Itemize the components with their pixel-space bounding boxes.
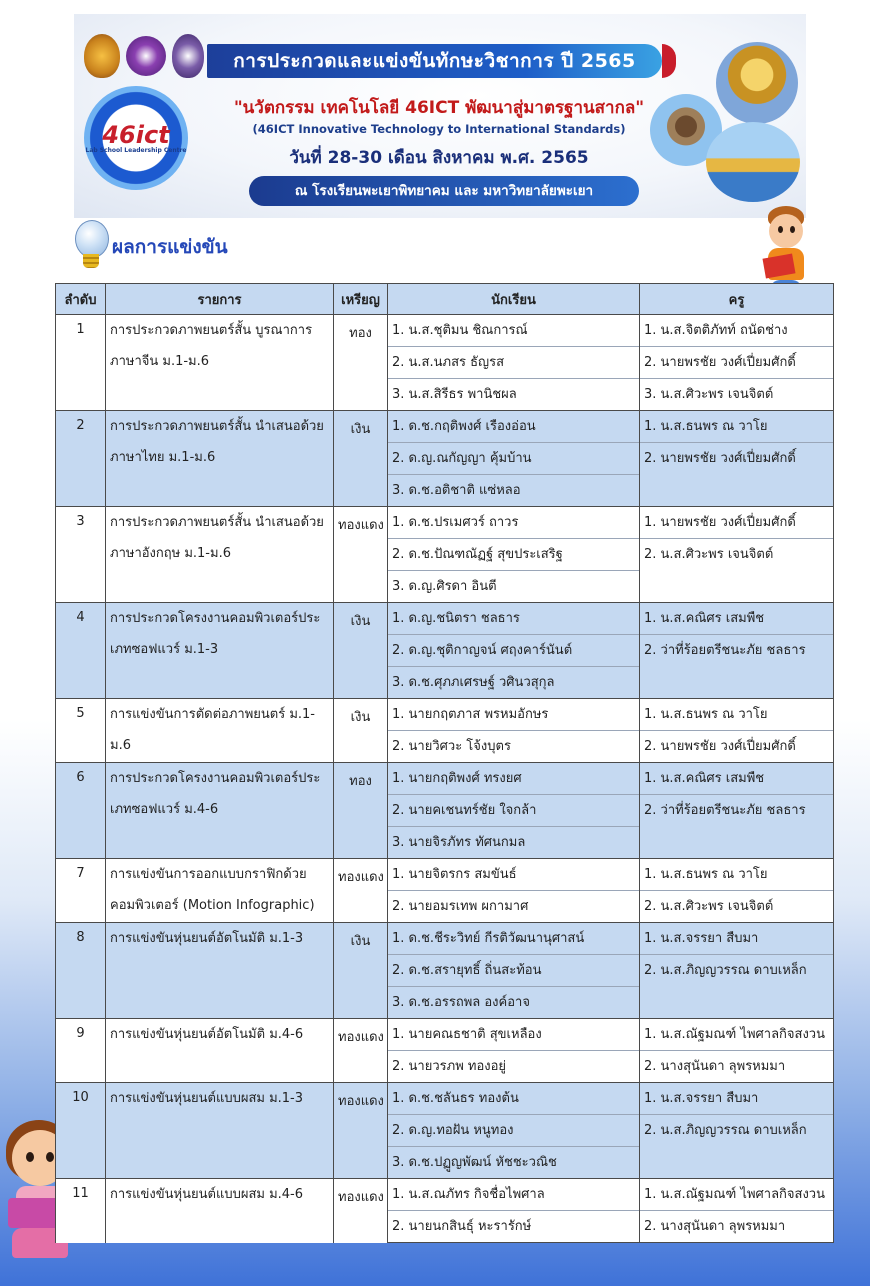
teacher-name: 1. น.ส.ธนพร ณ วาโย — [640, 859, 834, 891]
event-title — [106, 603, 334, 699]
student-name: 3. ด.ช.อรรถพล องค์อาจ — [388, 987, 640, 1019]
ict-logo-icon — [84, 86, 188, 190]
school-logos — [84, 34, 204, 78]
lab-school-logo-icon — [172, 34, 204, 78]
teacher-name: 1. น.ส.ณัฐมณฑ์ ไพศาลกิจสงวน — [640, 1019, 834, 1051]
buddha-photo — [716, 42, 798, 124]
banner-subtitle: (46ICT Innovative Technology to International Standards) — [252, 122, 626, 136]
header-students: นักเรียน — [388, 284, 640, 315]
header-event: รายการ — [106, 284, 334, 315]
medal: เงิน — [334, 603, 388, 699]
table-row — [56, 507, 834, 603]
teacher-name: 1. น.ส.จิตติภัทท์ ถนัดช่าง — [640, 315, 834, 347]
student-name: 1. ด.ญ.ชนิตรา ชลธาร — [388, 603, 640, 635]
event-title — [106, 923, 334, 1019]
row-number: 11 — [56, 1179, 106, 1243]
teacher-name — [640, 571, 834, 603]
event-title — [106, 1179, 334, 1243]
teacher-name — [640, 827, 834, 859]
event-title-text: การแข่งขันการออกแบบกราฟิกด้วยคอมพิวเตอร์ (Motion Infographic) — [110, 867, 315, 913]
student-name: 3. นายจิรภัทร ทัศนกมล — [388, 827, 640, 859]
student-name: 3. น.ส.สิรีธร พานิชผล — [388, 379, 640, 411]
student-name: 2. นายนกสินธุ์ หะรารักษ์ — [388, 1211, 640, 1243]
medal: เงิน — [334, 699, 388, 763]
student-name: 1. ด.ช.ชีระวิทย์ กีรติวัฒนานุศาสน์ — [388, 923, 640, 955]
table-row — [56, 315, 834, 411]
event-title-text: การแข่งขันหุ่นยนต์แบบผสม ม.4-6 — [110, 1187, 304, 1202]
student-name: 2. ด.ญ.ชุติกาญจน์ ศฤงคาร์นันต์ — [388, 635, 640, 667]
banner-slogan: "นวัตกรรม เทคโนโลยี 46ICT พัฒนาสู่มาตรฐานสากล" — [233, 98, 645, 118]
student-name: 3. ด.ช.อติชาติ แซ่หลอ — [388, 475, 640, 507]
ict-logo-text: 46ict — [102, 120, 170, 149]
event-title-text: การแข่งขันการตัดต่อภาพยนตร์ ม.1-ม.6 — [110, 707, 315, 753]
event-banner — [74, 14, 806, 218]
teacher-name: 2. ว่าที่ร้อยตรีชนะภัย ชลธาร — [640, 795, 834, 827]
teacher-name: 2. ว่าที่ร้อยตรีชนะภัย ชลธาร — [640, 635, 834, 667]
student-name: 1. น.ส.ณภัทร กิจชื่อไพศาล — [388, 1179, 640, 1211]
table-row — [56, 699, 834, 763]
row-number: 7 — [56, 859, 106, 923]
row-number: 4 — [56, 603, 106, 699]
teacher-name: 2. นายพรชัย วงศ์เปี่ยมศักดิ์ — [640, 347, 834, 379]
row-number: 5 — [56, 699, 106, 763]
teacher-name: 1. นายพรชัย วงศ์เปี่ยมศักดิ์ — [640, 507, 834, 539]
teacher-name: 2. นางสุนันดา ลุพรหมมา — [640, 1211, 834, 1243]
banner-title: การประกวดและแข่งขันทักษะวิชาการ ปี 2565 — [207, 44, 662, 78]
student-name: 1. ด.ช.ชลันธร ทองต้น — [388, 1083, 640, 1115]
row-number: 1 — [56, 315, 106, 411]
banner-venue: ณ โรงเรียนพะเยาพิทยาคม และ มหาวิทยาลัยพะเยา — [249, 176, 639, 206]
table-row — [56, 859, 834, 923]
student-name: 1. นายกฤตภาส พรหมอักษร — [388, 699, 640, 731]
table-row — [56, 763, 834, 859]
event-title-text: การแข่งขันหุ่นยนต์อัตโนมัติ ม.4-6 — [110, 1027, 304, 1042]
event-title — [106, 763, 334, 859]
header-teachers: ครู — [640, 284, 834, 315]
table-row — [56, 1179, 834, 1243]
teacher-name — [640, 1147, 834, 1179]
medal: ทอง — [334, 315, 388, 411]
teacher-name: 2. น.ส.ศิวะพร เจนจิตต์ — [640, 891, 834, 923]
teacher-name — [640, 667, 834, 699]
event-title-text: การแข่งขันหุ่นยนต์อัตโนมัติ ม.1-3 — [110, 931, 304, 946]
university-logo-icon — [126, 36, 166, 76]
student-name: 2. นายวิศวะ โจ้งบุตร — [388, 731, 640, 763]
event-title-text: การประกวดโครงงานคอมพิวเตอร์ประเภทซอฟแวร์ ม.1-3 — [110, 611, 321, 657]
ict-logo-subtext: Lab School Leadership Centre — [85, 146, 187, 154]
banner-date: วันที่ 28-30 เดือน สิงหาคม พ.ศ. 2565 — [289, 148, 589, 168]
student-name: 1. น.ส.ชุติมน ชิณการณ์ — [388, 315, 640, 347]
teacher-name: 1. น.ส.จรรยา สืบมา — [640, 923, 834, 955]
student-name: 2. ด.ญ.ทอฝัน หนูทอง — [388, 1115, 640, 1147]
header-order: ลำดับ — [56, 284, 106, 315]
event-title-text: การประกวดโครงงานคอมพิวเตอร์ประเภทซอฟแวร์ ม.4-6 — [110, 771, 321, 817]
table-row — [56, 1019, 834, 1083]
student-name: 1. ด.ช.ปรเมศวร์ ถาวร — [388, 507, 640, 539]
student-name: 2. นายวรภพ ทองอยู่ — [388, 1051, 640, 1083]
medal: ทองแดง — [334, 1083, 388, 1179]
school-logo-icon — [84, 34, 120, 78]
event-title-text: การประกวดภาพยนตร์สั้น บูรณาการภาษาจีน ม.1-ม.6 — [110, 323, 313, 369]
event-title-text: การประกวดภาพยนตร์สั้น นำเสนอด้วยภาษาไทย ม.1-ม.6 — [110, 419, 324, 465]
student-name: 1. นายจิตรกร สมขันธ์ — [388, 859, 640, 891]
student-name: 1. ด.ช.กฤติพงศ์ เรืองอ่อน — [388, 411, 640, 443]
page-title: ผลการแข่งขัน — [112, 236, 228, 258]
teacher-name: 2. นายพรชัย วงศ์เปี่ยมศักดิ์ — [640, 731, 834, 763]
medal: เงิน — [334, 923, 388, 1019]
row-number: 2 — [56, 411, 106, 507]
teacher-name: 2. น.ส.ศิวะพร เจนจิตต์ — [640, 539, 834, 571]
teacher-name: 2. นายพรชัย วงศ์เปี่ยมศักดิ์ — [640, 443, 834, 475]
teacher-name: 1. น.ส.คณิศร เสมพืช — [640, 603, 834, 635]
row-number: 10 — [56, 1083, 106, 1179]
teacher-name: 2. นางสุนันดา ลุพรหมมา — [640, 1051, 834, 1083]
row-number: 6 — [56, 763, 106, 859]
event-title — [106, 507, 334, 603]
teacher-name: 1. น.ส.ธนพร ณ วาโย — [640, 699, 834, 731]
table-header-row — [56, 284, 834, 315]
table-row — [56, 603, 834, 699]
teacher-name: 3. น.ส.ศิวะพร เจนจิตต์ — [640, 379, 834, 411]
row-number: 3 — [56, 507, 106, 603]
event-title — [106, 411, 334, 507]
medal: เงิน — [334, 411, 388, 507]
student-name: 2. นายคเชนทร์ชัย ใจกล้า — [388, 795, 640, 827]
student-name: 3. ด.ญ.ศิรดา อินตี — [388, 571, 640, 603]
teacher-name: 1. น.ส.ณัฐมณฑ์ ไพศาลกิจสงวน — [640, 1179, 834, 1211]
event-title — [106, 315, 334, 411]
student-name: 3. ด.ช.ปฏูญพัฒน์ หัชชะวณิช — [388, 1147, 640, 1179]
student-name: 2. ด.ช.ปัณฑณัฏฐ์ สุขประเสริฐ — [388, 539, 640, 571]
table-row — [56, 923, 834, 1019]
student-name: 2. ด.ช.สรายุทธิ์ ถิ่นสะท้อน — [388, 955, 640, 987]
medal: ทองแดง — [334, 1179, 388, 1243]
medal: ทองแดง — [334, 507, 388, 603]
medal: ทอง — [334, 763, 388, 859]
table-row — [56, 411, 834, 507]
header-medal: เหรียญ — [334, 284, 388, 315]
teacher-name: 1. น.ส.คณิศร เสมพืช — [640, 763, 834, 795]
student-name: 2. นายอมรเทพ ผกามาศ — [388, 891, 640, 923]
results-table — [55, 283, 834, 1243]
teacher-name: 2. น.ส.ภิญญวรรณ ดาบเหล็ก — [640, 1115, 834, 1147]
teacher-name — [640, 987, 834, 1019]
medal: ทองแดง — [334, 1019, 388, 1083]
teacher-name: 2. น.ส.ภิญญวรรณ ดาบเหล็ก — [640, 955, 834, 987]
lightbulb-icon — [72, 220, 110, 276]
student-name: 1. นายกฤติพงศ์ ทรงยศ — [388, 763, 640, 795]
row-number: 8 — [56, 923, 106, 1019]
event-title — [106, 1019, 334, 1083]
table-row — [56, 1083, 834, 1179]
row-number: 9 — [56, 1019, 106, 1083]
event-title — [106, 699, 334, 763]
temple-lake-photo — [706, 122, 800, 202]
student-name: 1. นายคณธชาติ สุขเหลือง — [388, 1019, 640, 1051]
event-title — [106, 1083, 334, 1179]
student-name: 2. ด.ญ.ณกัญญา คุ้มบ้าน — [388, 443, 640, 475]
teacher-name: 1. น.ส.ธนพร ณ วาโย — [640, 411, 834, 443]
teacher-name: 1. น.ส.จรรยา สืบมา — [640, 1083, 834, 1115]
event-title — [106, 859, 334, 923]
event-title-text: การประกวดภาพยนตร์สั้น นำเสนอด้วยภาษาอังกฤษ ม.1-ม.6 — [110, 515, 324, 561]
student-name: 3. ด.ช.ศุภภเศรษฐ์ วศินวสุกุล — [388, 667, 640, 699]
student-name: 2. น.ส.นภสร ธัญรส — [388, 347, 640, 379]
event-title-text: การแข่งขันหุ่นยนต์แบบผสม ม.1-3 — [110, 1091, 304, 1106]
medal: ทองแดง — [334, 859, 388, 923]
teacher-name — [640, 475, 834, 507]
